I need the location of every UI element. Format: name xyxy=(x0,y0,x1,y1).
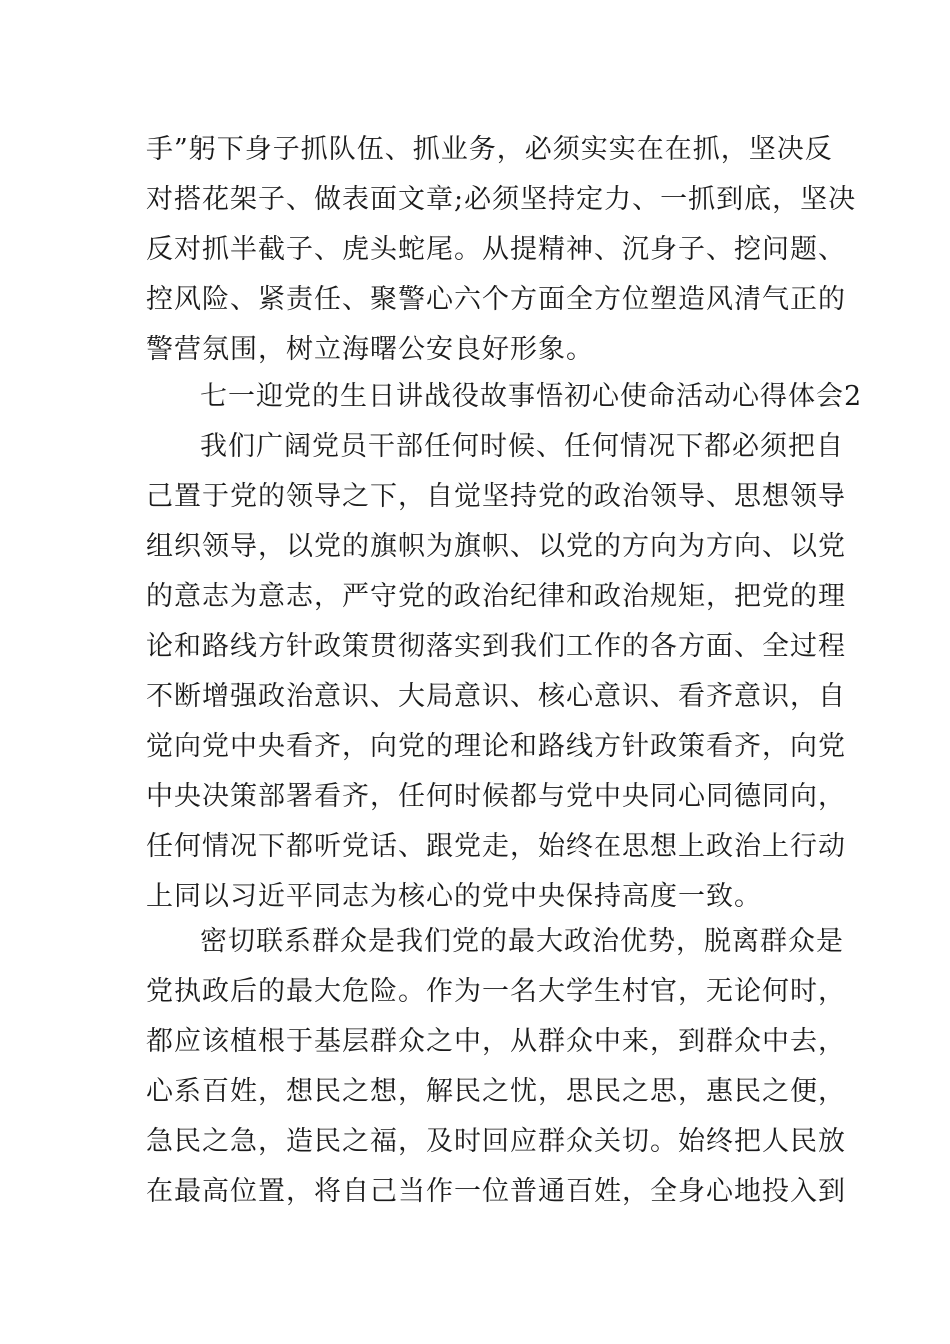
paragraph-3-line-5: 急民之急，造民之福，及时回应群众关切。始终把人民放 xyxy=(146,1126,846,1157)
section-heading-block xyxy=(146,372,863,422)
paragraph-3-line-2: 党执政后的最大危险。作为一名大学生村官，无论何时， xyxy=(146,976,846,1007)
paragraph-3-line-1: 密切联系群众是我们党的最大政治优势，脱离群众是 xyxy=(200,926,844,957)
paragraph-1-line-2: 对搭花架子、做表面文章;必须坚持定力、一抓到底，坚决 xyxy=(146,184,857,215)
paragraph-3 xyxy=(146,917,846,1217)
paragraph-3-line-3: 都应该植根于基层群众之中，从群众中来，到群众中去， xyxy=(146,1026,846,1057)
paragraph-2-line-9: 任何情况下都听党话、跟党走，始终在思想上政治上行动 xyxy=(146,831,846,862)
paragraph-2-line-10: 上同以习近平同志为核心的党中央保持高度一致。 xyxy=(146,881,762,912)
paragraph-2-line-3: 组织领导，以党的旗帜为旗帜、以党的方向为方向、以党 xyxy=(146,531,846,562)
paragraph-2-line-4: 的意志为意志，严守党的政治纪律和政治规矩，把党的理 xyxy=(146,581,846,612)
paragraph-1 xyxy=(146,125,857,375)
paragraph-2-line-2: 己置于党的领导之下，自觉坚持党的政治领导、思想领导 xyxy=(146,481,846,512)
paragraph-3-line-4: 心系百姓，想民之想，解民之忧，思民之思，惠民之便， xyxy=(146,1076,846,1107)
paragraph-1-line-1: 手”躬下身子抓队伍、抓业务，必须实实在在抓，坚决反 xyxy=(146,134,833,165)
paragraph-2-line-7: 觉向党中央看齐，向党的理论和路线方针政策看齐，向党 xyxy=(146,731,846,762)
paragraph-2-line-1: 我们广阔党员干部任何时候、任何情况下都必须把自 xyxy=(200,431,844,462)
paragraph-2-line-5: 论和路线方针政策贯彻落实到我们工作的各方面、全过程 xyxy=(146,631,846,662)
paragraph-1-line-5: 警营氛围，树立海曙公安良好形象。 xyxy=(146,334,594,365)
section-heading: 七一迎党的生日讲战役故事悟初心使命活动心得体会2 xyxy=(200,381,863,412)
paragraph-2 xyxy=(146,422,846,922)
paragraph-2-line-6: 不断增强政治意识、大局意识、核心意识、看齐意识，自 xyxy=(146,681,846,712)
paragraph-1-line-3: 反对抓半截子、虎头蛇尾。从提精神、沉身子、挖问题、 xyxy=(146,234,846,265)
paragraph-3-line-6: 在最高位置，将自己当作一位普通百姓，全身心地投入到 xyxy=(146,1176,846,1207)
paragraph-1-line-4: 控风险、紧责任、聚警心六个方面全方位塑造风清气正的 xyxy=(146,284,846,315)
paragraph-2-line-8: 中央决策部署看齐，任何时候都与党中央同心同德同向， xyxy=(146,781,846,812)
